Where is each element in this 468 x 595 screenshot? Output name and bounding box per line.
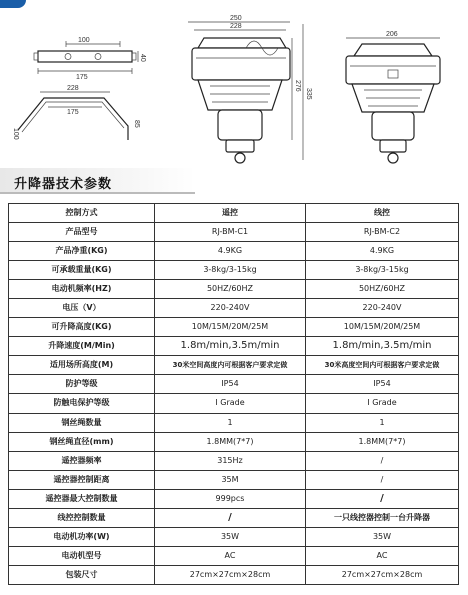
remote-value: 1.8MM(7*7) <box>155 432 306 451</box>
bracket-dim-holes: 175 <box>76 74 88 81</box>
remote-value: 4.9KG <box>155 242 306 261</box>
table-row <box>9 318 459 337</box>
table-row <box>9 546 459 565</box>
wired-value: RJ-BM-C2 <box>306 223 459 242</box>
table-row <box>9 508 459 527</box>
wired-value: 4.9KG <box>306 242 459 261</box>
front-dim-h2: 335 <box>305 88 312 100</box>
table-row <box>9 527 459 546</box>
wired-value: 1.8m/min,3.5m/min <box>306 337 459 356</box>
header-control-method: 控制方式 <box>9 204 155 223</box>
arm-dim-left: 100 <box>12 128 19 140</box>
front-dim-inner: 228 <box>230 23 242 30</box>
row-label: 电动机型号 <box>9 546 155 565</box>
remote-value: 1.8m/min,3.5m/min <box>155 337 306 356</box>
table-row <box>9 337 459 356</box>
row-label: 线控控制数量 <box>9 508 155 527</box>
table-row <box>9 565 459 584</box>
remote-value: 315Hz <box>155 451 306 470</box>
remote-value: RJ-BM-C1 <box>155 223 306 242</box>
row-label: 防护等级 <box>9 375 155 394</box>
section-title: 升降器技术参数 <box>14 177 113 192</box>
row-label: 钢丝绳直径(mm) <box>9 432 155 451</box>
table-row <box>9 280 459 299</box>
remote-value: 50HZ/60HZ <box>155 280 306 299</box>
remote-value: AC <box>155 546 306 565</box>
remote-value: 3-8kg/3-15kg <box>155 261 306 280</box>
wired-value: / <box>306 489 459 508</box>
table-row <box>9 356 459 375</box>
row-label: 产品型号 <box>9 223 155 242</box>
remote-value: 27cm×27cm×28cm <box>155 565 306 584</box>
remote-value: 30米空间高度内可根据客户要求定做 <box>155 356 306 375</box>
table-row <box>9 299 459 318</box>
row-label: 包装尺寸 <box>9 565 155 584</box>
remote-value: 35M <box>155 470 306 489</box>
row-label: 电压（V） <box>9 299 155 318</box>
header-wired: 线控 <box>306 204 459 223</box>
arm-dim-inner: 175 <box>67 109 79 116</box>
row-label: 遥控器控制距离 <box>9 470 155 489</box>
lamp-front-view-drawing <box>188 15 312 163</box>
row-label: 电动机频率(HZ) <box>9 280 155 299</box>
arm-dim-right: 85 <box>133 120 140 128</box>
side-dim-width: 206 <box>386 31 398 38</box>
remote-value: 35W <box>155 527 306 546</box>
remote-value: 999pcs <box>155 489 306 508</box>
table-row <box>9 394 459 413</box>
row-label: 防触电保护等级 <box>9 394 155 413</box>
wired-value: 220-240V <box>306 299 459 318</box>
front-dim-h1: 276 <box>294 80 301 92</box>
table-row <box>9 413 459 432</box>
bracket-dim-top: 100 <box>78 37 90 44</box>
wired-value: AC <box>306 546 459 565</box>
row-label: 产品净重(KG) <box>9 242 155 261</box>
remote-value: 220-240V <box>155 299 306 318</box>
table-row <box>9 470 459 489</box>
wired-value: 27cm×27cm×28cm <box>306 565 459 584</box>
row-label: 电动机功率(W) <box>9 527 155 546</box>
front-dim-outer: 250 <box>230 15 242 22</box>
remote-value: IP54 <box>155 375 306 394</box>
remote-value: I Grade <box>155 394 306 413</box>
wired-value: 30米高度空间内可根据客户要求定做 <box>306 356 459 375</box>
wired-value: 50HZ/60HZ <box>306 280 459 299</box>
table-row <box>9 451 459 470</box>
remote-value: 1 <box>155 413 306 432</box>
arm-dim-top: 228 <box>67 85 79 92</box>
row-label: 可升降高度(KG) <box>9 318 155 337</box>
table-row <box>9 242 459 261</box>
technical-drawings <box>0 0 468 168</box>
table-row <box>9 261 459 280</box>
table-row <box>9 432 459 451</box>
wired-value: 1.8MM(7*7) <box>306 432 459 451</box>
remote-value: / <box>155 508 306 527</box>
remote-value: 10M/15M/20M/25M <box>155 318 306 337</box>
wired-value: / <box>306 451 459 470</box>
lamp-side-view-drawing <box>346 31 440 163</box>
wired-value: / <box>306 470 459 489</box>
wired-value: 一只线控器控制一台升降器 <box>306 508 459 527</box>
wired-value: 1 <box>306 413 459 432</box>
suspension-arm-drawing <box>12 85 140 140</box>
mounting-bracket-drawing <box>34 37 146 81</box>
table-row <box>9 223 459 242</box>
wired-value: 35W <box>306 527 459 546</box>
row-label: 钢丝绳数量 <box>9 413 155 432</box>
table-header-row <box>9 204 459 223</box>
table-row <box>9 489 459 508</box>
bracket-dim-height: 40 <box>139 54 146 62</box>
row-label: 适用场所高度(M) <box>9 356 155 375</box>
row-label: 可承载重量(KG) <box>9 261 155 280</box>
table-row <box>9 375 459 394</box>
wired-value: I Grade <box>306 394 459 413</box>
spec-table <box>8 203 459 585</box>
header-remote: 遥控 <box>155 204 306 223</box>
row-label: 升降速度(M/Min) <box>9 337 155 356</box>
wired-value: 10M/15M/20M/25M <box>306 318 459 337</box>
wired-value: IP54 <box>306 375 459 394</box>
row-label: 遥控器频率 <box>9 451 155 470</box>
row-label: 遥控器最大控制数量 <box>9 489 155 508</box>
wired-value: 3-8kg/3-15kg <box>306 261 459 280</box>
